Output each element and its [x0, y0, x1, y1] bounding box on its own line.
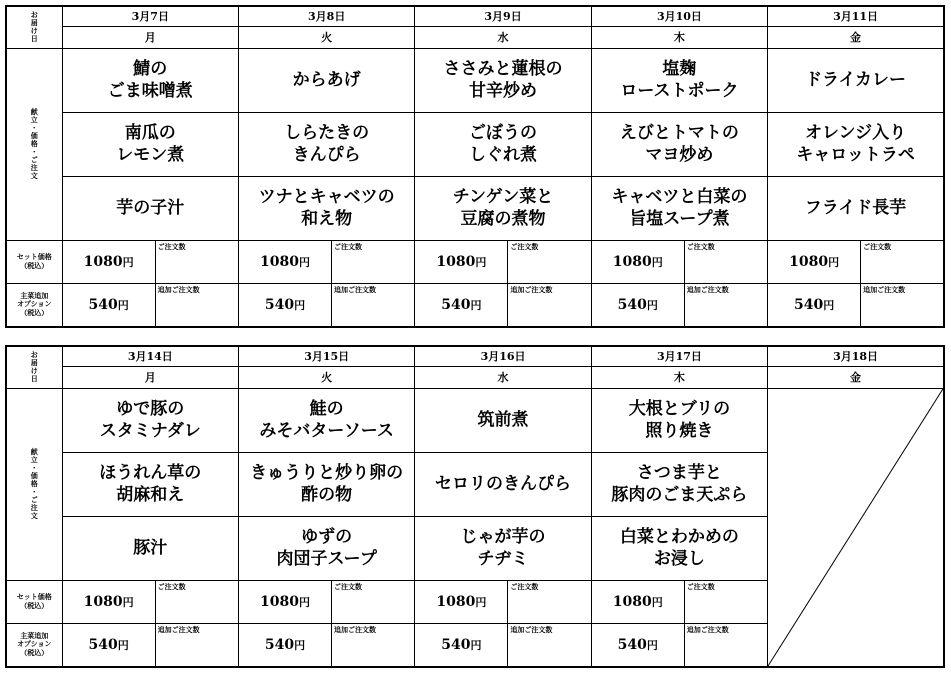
delivery-date: 3月9日: [415, 6, 591, 26]
extra-order-count-label: 追加ご注文数: [510, 624, 553, 634]
dish-cell: [591, 516, 767, 580]
label-char: 主菜追加: [20, 291, 49, 301]
label-char: セット価格: [16, 592, 52, 602]
extra-order-count-field[interactable]: [156, 624, 238, 666]
diagonal-line: [768, 389, 943, 666]
extra-order-count-field[interactable]: [332, 624, 414, 666]
delivery-date-label: [6, 6, 62, 48]
dish-cell: [238, 516, 414, 580]
extra-order-count-label: 追加ご注文数: [686, 624, 729, 634]
week-table: [5, 345, 945, 668]
label-char: 立: [30, 454, 38, 464]
day-of-week: 木: [591, 366, 767, 388]
label-char: セット価格: [16, 252, 52, 262]
dish-name-line: 豚肉のごま天ぷら: [611, 485, 748, 505]
dish-cell: [238, 388, 414, 452]
dish-name-line: 豆腐の煮物: [460, 209, 546, 229]
label-char: オプション: [17, 299, 52, 309]
dish-cell: [62, 388, 238, 452]
label-char: （税込）: [20, 307, 49, 317]
delivery-date: 3月15日: [238, 346, 414, 366]
dish-name-line: しらたきの: [284, 123, 370, 143]
set-price: 1080 円: [239, 581, 332, 623]
day-of-week: 金: [768, 26, 944, 48]
option-price-cell: [591, 283, 767, 327]
day-of-week: 水: [415, 26, 591, 48]
option-price-cell: [238, 283, 414, 327]
extra-order-count-field[interactable]: [685, 284, 767, 326]
dish-name-line: スタミナダレ: [99, 421, 201, 441]
dish-name-line: マヨ炒め: [645, 145, 714, 165]
dish-name-line: えびとトマトの: [619, 123, 739, 143]
dish-name-line: 塩麹: [662, 59, 697, 79]
extra-order-count-label: 追加ご注文数: [333, 284, 376, 294]
option-price: 540 円: [592, 284, 685, 326]
dish-cell: [62, 176, 238, 240]
option-price: 540 円: [239, 624, 332, 666]
dish-name-line: 大根とブリの: [628, 399, 731, 419]
dish-cell: [415, 48, 591, 112]
option-price-cell: [768, 283, 944, 327]
day-of-week: 金: [768, 366, 944, 388]
label-char: ・: [30, 462, 38, 472]
delivery-date: 3月14日: [62, 346, 238, 366]
label-char: 献: [30, 446, 38, 456]
order-count-label: ご注文数: [333, 581, 362, 591]
label-char: 主菜追加: [20, 631, 49, 641]
label-char: け: [30, 26, 38, 36]
delivery-date: 3月17日: [591, 346, 767, 366]
extra-order-count-field[interactable]: [861, 284, 943, 326]
set-price: 1080 円: [415, 241, 508, 283]
dish-name-line: ほうれん草の: [99, 463, 202, 483]
set-price-cell: [238, 240, 414, 283]
extra-order-count-label: 追加ご注文数: [157, 284, 200, 294]
label-char: （税込）: [20, 600, 49, 610]
option-price-cell: [62, 623, 238, 667]
option-price: 540 円: [63, 624, 156, 666]
dish-name-line: 酢の物: [301, 485, 353, 505]
set-price-label: [6, 240, 62, 283]
day-of-week: 木: [591, 26, 767, 48]
label-char: 届: [30, 358, 38, 368]
dish-cell: [591, 452, 767, 516]
order-count-label: ご注文数: [686, 241, 715, 251]
label-char: 価: [30, 470, 38, 480]
order-count-field[interactable]: [332, 581, 414, 623]
dish-cell: [591, 388, 767, 452]
dish-cell: [238, 112, 414, 176]
set-price-cell: [591, 580, 767, 623]
day-of-week: 水: [415, 366, 591, 388]
label-char: ご: [30, 155, 38, 165]
dish-name-line: キャロットラペ: [796, 145, 915, 165]
dish-cell: [591, 48, 767, 112]
dish-name-line: レモン煮: [116, 145, 185, 165]
dish-name-line: ゆずの: [301, 527, 353, 547]
dish-name-line: 芋の子汁: [116, 198, 185, 218]
dish-name-line: チヂミ: [477, 549, 529, 569]
order-count-label: ご注文数: [510, 241, 539, 251]
set-price: 1080 円: [239, 241, 332, 283]
order-count-field[interactable]: [685, 581, 767, 623]
day-of-week: 月: [62, 26, 238, 48]
label-char: 格: [30, 138, 38, 148]
set-price-cell: [768, 240, 944, 283]
extra-order-count-label: 追加ご注文数: [157, 624, 200, 634]
label-char: 文: [30, 511, 38, 521]
set-price: 1080 円: [592, 581, 685, 623]
dish-cell: [238, 176, 414, 240]
dish-cell: [591, 112, 767, 176]
dish-name-line: ささみと蓮根の: [443, 59, 563, 79]
extra-order-count-label: 追加ご注文数: [510, 284, 553, 294]
dish-cell: [62, 112, 238, 176]
order-count-label: ご注文数: [333, 241, 362, 251]
label-char: 届: [30, 18, 38, 28]
dish-cell: [62, 452, 238, 516]
label-char: ご: [30, 495, 38, 505]
menu-price-order-label: [6, 48, 62, 240]
dish-name-line: ローストポーク: [620, 81, 739, 101]
dish-name-line: 胡麻和え: [116, 485, 185, 505]
option-price-label: [6, 283, 62, 327]
dish-name-line: からあげ: [292, 70, 361, 90]
dish-name-line: しぐれ煮: [469, 145, 538, 165]
dish-name-line: きんぴら: [292, 145, 361, 165]
label-char: 献: [30, 106, 38, 116]
extra-order-count-label: 追加ご注文数: [333, 624, 376, 634]
set-price: 1080 円: [592, 241, 685, 283]
delivery-date: 3月10日: [591, 6, 767, 26]
delivery-date: 3月18日: [768, 346, 944, 366]
order-count-label: ご注文数: [157, 241, 186, 251]
label-char: ・: [30, 122, 38, 132]
extra-order-count-field[interactable]: [156, 284, 238, 326]
order-count-field[interactable]: [685, 241, 767, 283]
extra-order-count-field[interactable]: [508, 284, 590, 326]
dish-cell: [415, 176, 591, 240]
dish-name-line: きゅうりと炒り卵の: [250, 463, 404, 483]
option-price: 540 円: [768, 284, 861, 326]
week-table: [5, 5, 945, 328]
option-price-cell: [415, 283, 591, 327]
order-count-field[interactable]: [508, 241, 590, 283]
dish-name-line: 旨塩スープ煮: [629, 209, 730, 229]
dish-cell: [415, 112, 591, 176]
label-char: お: [30, 350, 38, 360]
option-price: 540 円: [415, 624, 508, 666]
label-char: 注: [30, 503, 38, 513]
option-price-cell: [415, 623, 591, 667]
extra-order-count-label: 追加ご注文数: [863, 284, 906, 294]
dish-name-line: 鯖の: [133, 59, 168, 79]
dish-cell: [768, 112, 944, 176]
dish-name-line: 鮭の: [309, 399, 344, 419]
dish-name-line: オレンジ入り: [804, 123, 907, 143]
order-count-field[interactable]: [332, 241, 414, 283]
label-char: 日: [30, 34, 38, 44]
label-char: 立: [30, 114, 38, 124]
menu-price-order-label: [6, 388, 62, 580]
option-price-cell: [591, 623, 767, 667]
set-price: 1080 円: [768, 241, 861, 283]
dish-name-line: 筑前煮: [477, 410, 529, 430]
extra-order-count-field[interactable]: [685, 624, 767, 666]
dish-cell: [62, 516, 238, 580]
label-char: 格: [30, 478, 38, 488]
dish-name-line: チンゲン菜と: [452, 187, 554, 207]
label-char: 日: [30, 374, 38, 384]
label-char: 価: [30, 130, 38, 140]
dish-name-line: ツナとキャベツの: [258, 187, 395, 207]
set-price-cell: [62, 580, 238, 623]
order-count-field[interactable]: [861, 241, 943, 283]
set-price: 1080 円: [63, 581, 156, 623]
label-char: 注: [30, 163, 38, 173]
dish-name-line: ドライカレー: [805, 70, 907, 90]
label-char: オプション: [17, 639, 52, 649]
dish-name-line: 和え物: [301, 209, 353, 229]
dish-name-line: お浸し: [653, 549, 705, 569]
option-price: 540 円: [63, 284, 156, 326]
option-price: 540 円: [239, 284, 332, 326]
dish-cell: [238, 452, 414, 516]
dish-cell: [591, 176, 767, 240]
order-count-label: ご注文数: [686, 581, 715, 591]
delivery-date: 3月8日: [238, 6, 414, 26]
label-char: （税込）: [20, 647, 49, 657]
label-char: お: [30, 10, 38, 20]
order-count-label: ご注文数: [157, 581, 186, 591]
dish-name-line: 白菜とわかめの: [619, 527, 739, 547]
extra-order-count-label: 追加ご注文数: [686, 284, 729, 294]
dish-name-line: 甘辛炒め: [469, 81, 538, 101]
dish-cell: [415, 388, 591, 452]
delivery-date-label: [6, 346, 62, 388]
dish-name-line: 肉団子スープ: [276, 549, 377, 569]
order-count-field[interactable]: [156, 241, 238, 283]
extra-order-count-field[interactable]: [332, 284, 414, 326]
option-price: 540 円: [592, 624, 685, 666]
dish-name-line: 照り焼き: [645, 421, 714, 441]
order-count-field[interactable]: [508, 581, 590, 623]
option-price-cell: [238, 623, 414, 667]
option-price-label: [6, 623, 62, 667]
closed-day-cell: [768, 388, 944, 667]
label-char: ・: [30, 147, 38, 157]
dish-cell: [415, 516, 591, 580]
label-char: け: [30, 366, 38, 376]
label-char: （税込）: [20, 260, 49, 270]
dish-name-line: ごぼうの: [469, 123, 538, 143]
dish-name-line: キャベツと白菜の: [611, 187, 748, 207]
dish-cell: [768, 48, 944, 112]
set-price-cell: [415, 240, 591, 283]
dish-name-line: さつま芋と: [636, 463, 722, 483]
set-price-label: [6, 580, 62, 623]
dish-name-line: じゃが芋の: [460, 527, 546, 547]
set-price-cell: [62, 240, 238, 283]
dish-name-line: みそバターソース: [259, 421, 394, 441]
day-of-week: 火: [238, 26, 414, 48]
label-char: ・: [30, 487, 38, 497]
set-price-cell: [238, 580, 414, 623]
dish-cell: [238, 48, 414, 112]
option-price: 540 円: [415, 284, 508, 326]
dish-name-line: 豚汁: [133, 538, 168, 558]
delivery-date: 3月16日: [415, 346, 591, 366]
dish-name-line: ゆで豚の: [116, 399, 185, 419]
dish-cell: [62, 48, 238, 112]
dish-cell: [768, 176, 944, 240]
order-count-label: ご注文数: [510, 581, 539, 591]
delivery-date: 3月11日: [768, 6, 944, 26]
label-char: 文: [30, 171, 38, 181]
set-price: 1080 円: [415, 581, 508, 623]
set-price: 1080 円: [63, 241, 156, 283]
option-price-cell: [62, 283, 238, 327]
dish-name-line: ごま味噌煮: [107, 81, 193, 101]
day-of-week: 火: [238, 366, 414, 388]
dish-name-line: フライド長芋: [804, 198, 907, 218]
dish-name-line: 南瓜の: [124, 123, 176, 143]
dish-name-line: セロリのきんぴら: [435, 474, 572, 494]
set-price-cell: [591, 240, 767, 283]
set-price-cell: [415, 580, 591, 623]
order-count-label: ご注文数: [863, 241, 892, 251]
order-count-field[interactable]: [156, 581, 238, 623]
delivery-date: 3月7日: [62, 6, 238, 26]
dish-cell: [415, 452, 591, 516]
day-of-week: 月: [62, 366, 238, 388]
extra-order-count-field[interactable]: [508, 624, 590, 666]
